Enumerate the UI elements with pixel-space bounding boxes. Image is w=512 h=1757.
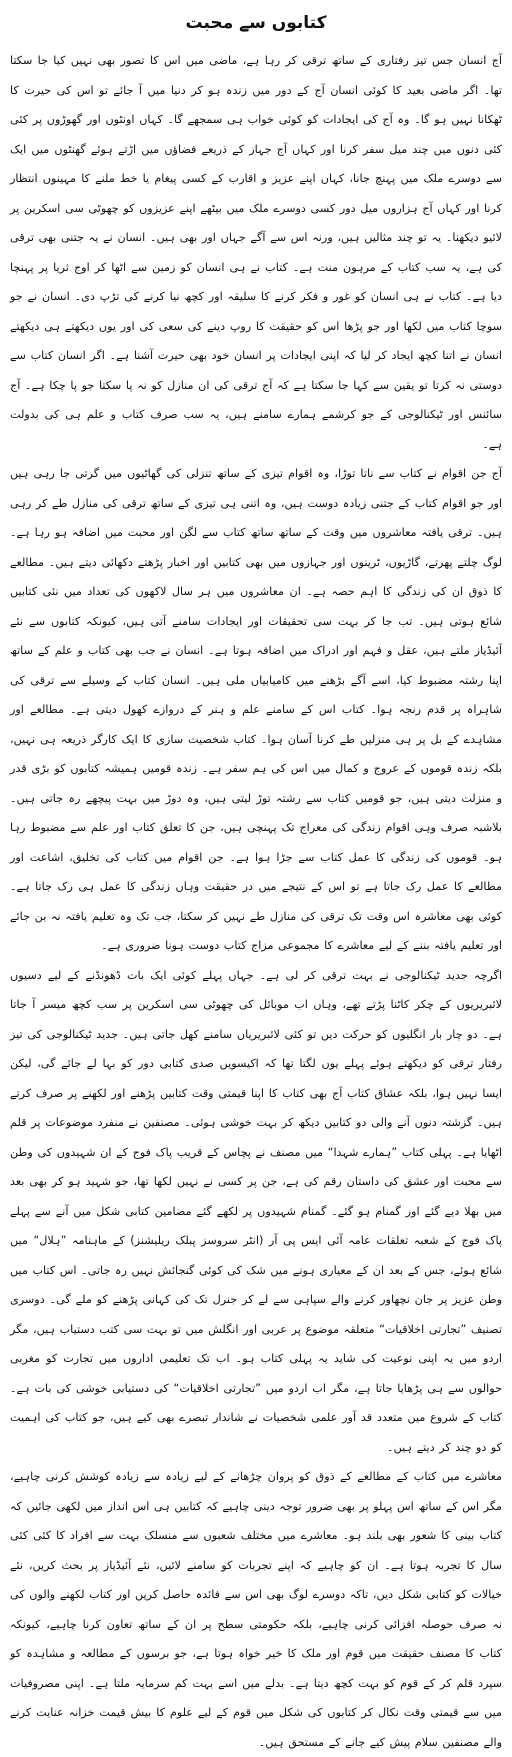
article-paragraph-4: معاشرے میں کتاب کے مطالعے کے ذوق کو پروان چڑھانے کے لیے زیادہ سے زیادہ کوشش کرنی چاہیے، مگر اس کے ساتھ اس پہلو پر بھی ضرور توجہ دینی چاہیے کہ کتابیں ہی اس انداز میں لکھی جائیں کہ کتاب بینی کا شعور بھی بلند ہو۔ معاشرے میں مختلف شعبوں سے منسلک بہت سے افراد کا کئی کئی سال کا تجربہ ہوتا ہے۔ ان کو چاہیے کہ اپنے تجربات کو سامنے لائیں، نئے آئیڈیاز پر بحث کریں، نئے خیالات کو کتابی شکل دیں، تاکہ دوسرے لوگ بھی اس سے فائدہ حاصل کریں اور کتاب لکھنے والوں کی نہ صرف حوصلہ افزائی کرنی چاہیے، بلکہ حکومتی سطح پر ان کے ساتھ تعاون کرنا چاہیے، کیونکہ کتاب کا مصنف حقیقت میں قوم اور ملک کا خیر خواہ ہوتا ہے، جو برسوں کے مطالعہ و مشاہدہ کو سپرد قلم کر کے قوم کو بہت کچھ دیتا ہے۔ بدلے میں اسے بہت کم سرمایہ ملتا ہے۔ اپنی مصروفیات میں سے قیمتی وقت نکال کر کتابوں کی شکل میں قوم کے لیے علوم کا بیش قیمت خزانہ عنایت کرنے والے مصنفین سلام پیش کیے جانے کے مستحق ہیں۔ <box>10 1470 502 1749</box>
article-title: کتابوں سے محبت <box>185 13 327 33</box>
article-body <box>10 46 502 1757</box>
article-paragraph-1: آج انسان جس تیز رفتاری کے ساتھ ترقی کر رہا ہے، ماضی میں اس کا تصور بھی نہیں کیا جا سکتا تھا۔ اگر ماضی بعید کا کوئی انسان آج کے دور میں زندہ ہو کر دنیا میں آ جائے تو اس کی حیرت کا ٹھکانا نہیں ہو گا۔ وہ آج کی ایجادات کو کوئی خواب ہی سمجھے گا۔ کہاں اونٹوں اور گھوڑوں پر کئی کئی دنوں میں چند میل سفر کرنا اور کہاں آج جہاز کے ذریعے فضاؤں میں اڑتے ہوئے گھنٹوں میں ایک سے دوسرے ملک میں پہنچ جانا، کہاں اپنے عزیز و اقارب کے کسی پیغام یا خط ملنے کا مہینوں انتظار کرنا اور کہاں آج ہزاروں میل دور کسی دوسرے ملک میں بیٹھے اپنے عزیزوں کو چھوٹی سی اسکرین پر لائیو دیکھنا۔ یہ تو چند مثالیں ہیں، ورنہ اس سے آگے جہاں اور بھی ہیں۔ انسان نے یہ جتنی بھی ترقی کی ہے، یہ سب کتاب کے مرہون منت ہے۔ کتاب نے ہی انسان کو زمین سے اٹھا کر اوج ثریا پر پہنچا دیا ہے۔ کتاب نے ہی انسان کو غور و فکر کرنے کا سلیقہ اور کچھ نیا کرنے کی تڑپ دی۔ انسان نے جو سوچا کتاب میں لکھا اور جو پڑھا اس کو حقیقت کا روپ دینے کی سعی کی اور یوں دیکھتے ہی دیکھتے انسان نے اتنا کچھ ایجاد کر لیا کہ اپنی ایجادات پر انسان خود بھی حیرت آشنا ہے۔ اگر انسان کتاب سے دوستی نہ کرتا تو یقین سے کہا جا سکتا ہے کہ آج ترقی کی ان منازل کو نہ پا سکتا جو پا چکا ہے۔ آج سائنس اور ٹیکنالوجی کے جو کرشمے ہمارے سامنے ہیں، یہ سب صرف کتاب و علم ہی کی بدولت ہے۔ <box>10 54 502 451</box>
article-paragraph-2: آج جن اقوام نے کتاب سے ناتا توڑا، وہ اقوام تیزی کے ساتھ تنزلی کی گھاٹیوں میں گرتی جا رہی ہیں اور جو اقوام کتاب کے جتنی زیادہ دوست ہیں، وہ اتنی ہی تیزی کے ساتھ ترقی کی منازل طے کر رہی ہیں۔ ترقی یافتہ معاشروں میں وقت کے ساتھ ساتھ کتاب سے لگن اور محبت میں اضافہ ہو رہا ہے۔ لوگ چلتے پھرتے، گاڑیوں، ٹرینوں اور جہازوں میں بھی کتابیں اور اخبار پڑھتے دکھائی دیتے ہیں۔ مطالعے کا ذوق ان کی زندگی کا اہم حصہ ہے۔ ان معاشروں میں ہر سال لاکھوں کی تعداد میں نئی کتابیں شائع ہوتی ہیں۔ تب جا کر بہت سی تحقیقات اور ایجادات سامنے آتی ہیں، کیونکہ کتابوں سے نئے آئیڈیاز ملتے ہیں، عقل و فہم اور ادراک میں اضافہ ہوتا ہے۔ انسان نے جب بھی کتاب و علم کے ساتھ اپنا رشتہ مضبوط کیا، اسے آگے بڑھنے میں کامیابیاں ملی ہیں۔ انسان کتاب کے وسیلے سے ترقی کی شاہراہ پر قدم رنجہ ہوا۔ کتاب اس کے سامنے علم و ہنر کے دروازے کھول دیتی ہے۔ مطالعے اور مشاہدے کے بل پر ہی منزلیں طے کرنا آسان ہوا۔ کتاب شخصیت سازی کا ایک کارگر ذریعہ ہی نہیں، بلکہ زندہ قوموں کے عروج و کمال میں اس کی ہم سفر ہے۔ زندہ قومیں ہمیشہ کتابوں کو بڑی قدر و منزلت دیتی ہیں، جو قومیں کتاب سے رشتہ توڑ لیتی ہیں، وہ دوڑ میں بہت پیچھے رہ جاتی ہیں۔ بلاشبہ صرف وہی اقوام زندگی کی معراج تک پہنچی ہیں، جن کا تعلق کتاب اور علم سے مضبوط رہا ہو۔ قوموں کی زندگی کا عمل کتاب سے جڑا ہوا ہے۔ جن اقوام میں کتاب کی تخلیق، اشاعت اور مطالعے کا عمل رک جاتا ہے تو اس کے نتیجے میں در حقیقت وہاں زندگی کا عمل ہی رک جاتا ہے۔ کوئی بھی معاشرہ اس وقت تک ترقی کی منازل طے نہیں کر سکتا، جب تک وہ تعلیم یافتہ نہ بن جائے اور تعلیم یافتہ بننے کے لیے معاشرے کا مجموعی مزاج کتاب دوست ہونا ضروری ہے۔ <box>10 467 502 952</box>
article-paragraph-3: اگرچہ جدید ٹیکنالوجی نے بہت ترقی کر لی ہے۔ جہاں پہلے کوئی ایک بات ڈھونڈنے کے لیے دسیوں لائبریریوں کے چکر کاٹنا پڑتے تھے، وہاں اب موبائل کی چھوٹی سی اسکرین پر سب کچھ میسر آ جاتا ہے۔ دو چار بار انگلیوں کو حرکت دیں تو کئی لائبریریاں سامنے کھل جاتی ہیں۔ جدید ٹیکنالوجی کی تیز رفتار ترقی کو دیکھتے ہوئے پہلے یوں لگتا تھا کہ اکیسویں صدی کتابی دور کو بہا لے جائے گی، لیکن ایسا نہیں ہوا، بلکہ عشاق کتاب آج بھی کتاب کا اپنا قیمتی وقت کتابیں پڑھنے اور لکھنے پر صرف کرتے ہیں۔ گزشتہ دنوں آنے والی دو کتابیں دیکھ کر بہت خوشی ہوئی۔ مصنفین نے منفرد موضوعات پر قلم اٹھایا ہے۔ پہلی کتاب ”ہمارے شہدا“ میں مصنف نے پچاس کے قریب پاک فوج کے ان شہیدوں کی وطن سے محبت اور عشق کی داستان رقم کی ہے، جن پر کسی نے نہیں لکھا تھا، جو شہید ہو کر بھی بعد میں بھلا دیے گئے اور گمنام ہو گئے۔ گمنام شہیدوں پر لکھے گئے مضامین کتابی شکل میں آنے سے پہلے پاک فوج کے شعبہ تعلقات عامہ آئی ایس پی آر (انٹر سروسز پبلک ریلیشنز) کے ماہنامہ ”ہلال“ میں شائع ہوئے، جس کے بعد ان کے معیاری ہونے میں شک کی کوئی گنجائش نہیں رہ جاتی۔ اس کتاب میں وطن عزیز پر جان نچھاور کرنے والے سپاہی سے لے کر جنرل تک کی کہانی پڑھنے کو ملے گی۔ دوسری تصنیف ”تجارتی اخلاقیات“ متعلقہ موضوع پر عربی اور انگلش میں تو بہت سی کتب دستیاب ہیں، مگر اردو میں یہ اپنی نوعیت کی شاید یہ پہلی کتاب ہو۔ اب تک تعلیمی اداروں میں تجارت کو مغربی حوالوں سے ہی پڑھایا جاتا ہے، مگر اب اردو میں ”تجارتی اخلاقیات“ کی دستیابی خوشی کی بات ہے۔ کتاب کے شروع میں متعدد قد آور علمی شخصیات نے شاندار تبصرے بھی کیے ہیں، جو کتاب کی اہمیت کو دو چند کر دیتے ہیں۔ <box>10 968 502 1454</box>
